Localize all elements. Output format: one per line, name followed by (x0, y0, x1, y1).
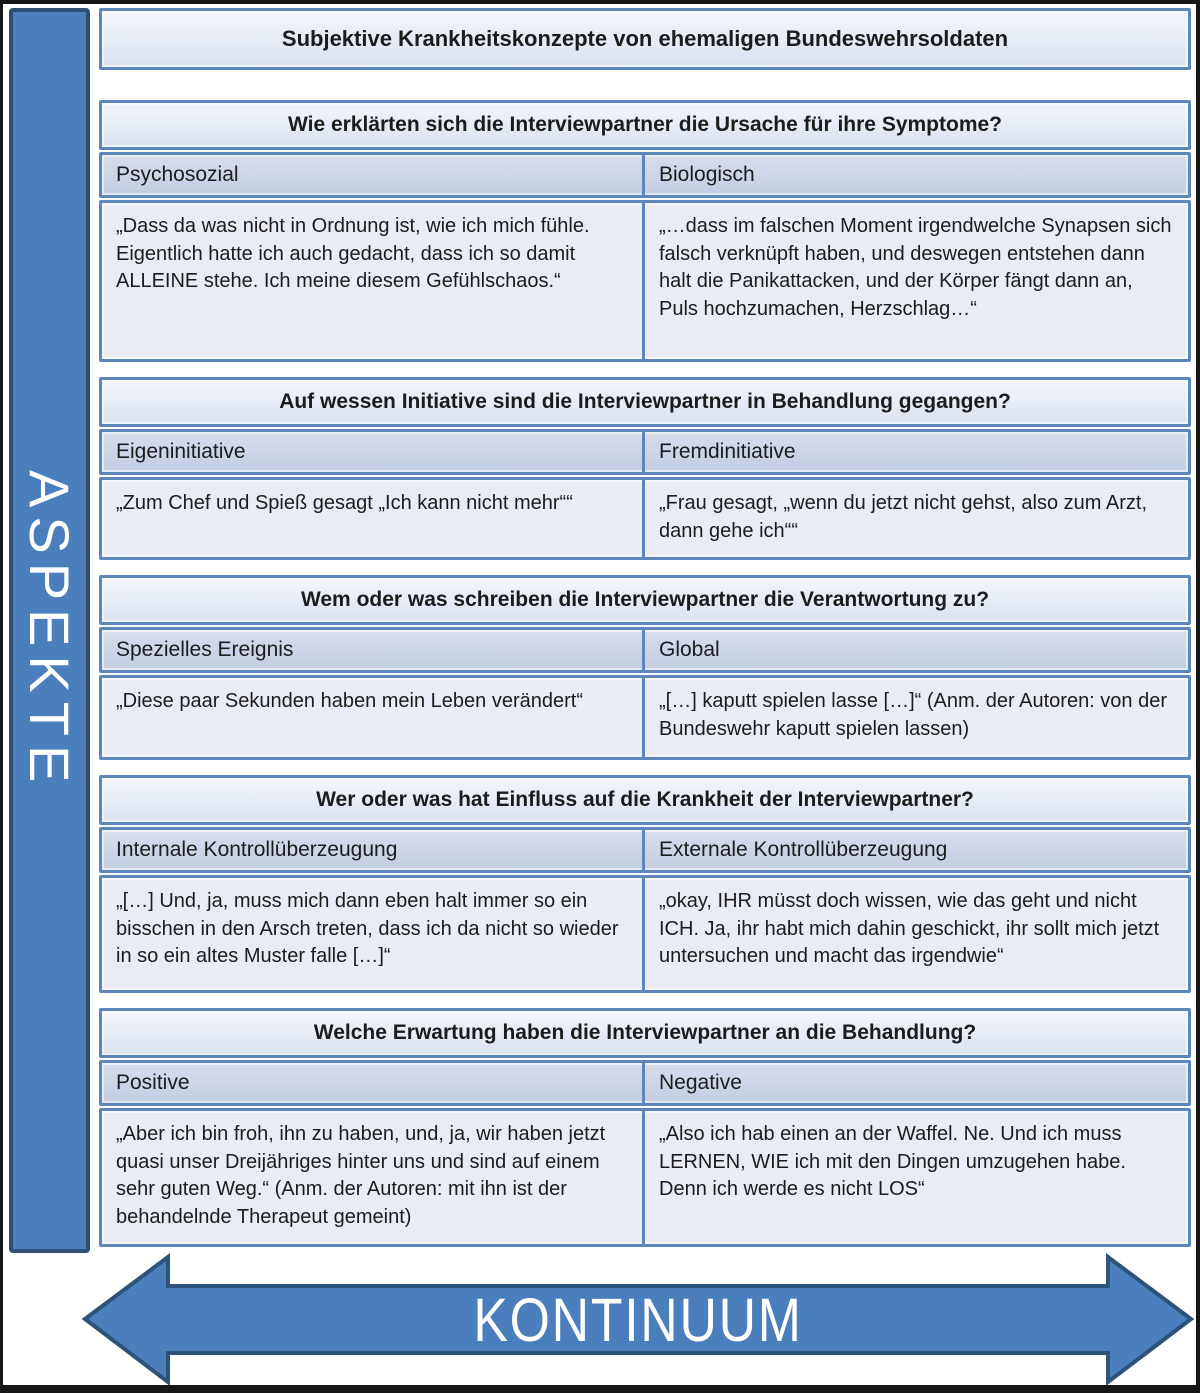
question-text: Welche Erwartung haben die Interviewpartner an die Behandlung? (313, 1021, 977, 1045)
category-label: Positive (116, 1071, 190, 1095)
section-symptom-cause (99, 100, 1191, 362)
question-header (99, 100, 1191, 150)
quote-text: „[…] kaputt spielen lasse […]“ (Anm. der Autoren: von der Bundeswehr kaputt spielen lassen) (659, 690, 1168, 740)
quote-row (99, 675, 1191, 760)
category-cell-right (645, 830, 1188, 870)
question-header (99, 1008, 1191, 1058)
aspekte-axis-label: ASPEKTE (18, 469, 81, 792)
category-cell-right (645, 432, 1188, 472)
category-label: Biologisch (659, 163, 755, 186)
question-text: Auf wessen Initiative sind die Interviewpartner in Behandlung gegangen? (279, 390, 1011, 413)
category-label: Spezielles Ereignis (116, 638, 294, 662)
category-cell-right (645, 1063, 1188, 1103)
category-cell-left (102, 432, 645, 472)
quote-cell-left (102, 1111, 645, 1243)
question-text: Wer oder was hat Einfluss auf die Krankheit der Interviewpartner? (316, 788, 974, 812)
quote-row (99, 875, 1191, 993)
question-header (99, 775, 1191, 825)
category-row (99, 827, 1191, 873)
category-row (99, 1060, 1191, 1106)
aspekte-axis-bar (9, 8, 90, 1253)
quote-cell-left (102, 203, 645, 359)
category-cell-right (645, 155, 1188, 195)
quote-text: „okay, IHR müsst doch wissen, wie das geht und nicht ICH. Ja, ihr habt mich dahin geschickt, ihr sollt mich jetzt untersuchen und macht das irgendwie“ (659, 890, 1160, 968)
quote-cell-right (645, 878, 1188, 990)
category-label: Eigeninitiative (116, 440, 246, 463)
section-illness-influence (99, 775, 1191, 993)
quote-cell-right (645, 1111, 1188, 1243)
category-label: Externale Kontrollüberzeugung (659, 838, 948, 862)
figure-content (99, 8, 1191, 1262)
quote-text: „Zum Chef und Spieß gesagt „Ich kann nicht mehr““ (116, 492, 573, 514)
question-header (99, 377, 1191, 427)
quote-row (99, 477, 1191, 560)
quote-cell-left (102, 480, 645, 557)
question-header (99, 575, 1191, 625)
section-treatment-initiative (99, 377, 1191, 560)
kontinuum-axis-label: KONTINUUM (473, 1285, 803, 1354)
quote-text: „…dass im falschen Moment irgendwelche Synapsen sich falsch verknüpft haben, und deswegen entstehen dann halt die Panikattacken, und der Körper fängt dann an, Puls hochzumachen, Herzschlag…“ (659, 215, 1172, 320)
quote-text: „Frau gesagt, „wenn du jetzt nicht gehst, also zum Arzt, dann gehe ich““ (659, 492, 1148, 542)
category-label: Psychosozial (116, 163, 239, 186)
figure-title: Subjektive Krankheitskonzepte von ehemaligen Bundeswehrsoldaten (281, 26, 1009, 51)
quote-text: „Also ich hab einen an der Waffel. Ne. Und ich muss LERNEN, WIE ich mit den Dingen umzugehen habe. Denn ich werde es nicht LOS“ (659, 1123, 1126, 1201)
quote-cell-left (102, 678, 645, 757)
category-row (99, 429, 1191, 475)
category-label: Negative (659, 1071, 742, 1095)
double-arrow-icon (82, 1253, 1194, 1386)
category-cell-left (102, 1063, 645, 1103)
quote-text: „Aber ich bin froh, ihn zu haben, und, ja, wir haben jetzt quasi unser Dreijähriges hinter uns und sind auf einem sehr guten Weg.“ (Anm. der Autoren: mit ihn ist der behandelnde Therapeut gemeint) (116, 1123, 606, 1228)
quote-text: „Dass da was nicht in Ordnung ist, wie ich mich fühle. Eigentlich hatte ich auch gedacht, dass ich so damit ALLEINE stehe. Ich meine diesem Gefühlschaos.“ (116, 215, 590, 293)
question-text: Wie erklärten sich die Interviewpartner die Ursache für ihre Symptome? (287, 113, 1003, 136)
section-treatment-expectation (99, 1008, 1191, 1246)
category-cell-left (102, 630, 645, 670)
title-box (99, 8, 1191, 70)
quote-cell-right (645, 678, 1188, 757)
section-responsibility (99, 575, 1191, 760)
category-row (99, 627, 1191, 673)
quote-row (99, 1108, 1191, 1246)
question-text: Wem oder was schreiben die Interviewpartner die Verantwortung zu? (300, 588, 990, 612)
category-cell-left (102, 155, 645, 195)
category-cell-right (645, 630, 1188, 670)
category-cell-left (102, 830, 645, 870)
quote-cell-right (645, 480, 1188, 557)
quote-row (99, 200, 1191, 362)
category-label: Internale Kontrollüberzeugung (116, 838, 398, 862)
quote-cell-left (102, 878, 645, 990)
kontinuum-axis-arrow (82, 1253, 1194, 1386)
category-label: Global (659, 638, 720, 662)
quote-text: „[…] Und, ja, muss mich dann eben halt immer so ein bisschen in den Arsch treten, dass ich da nicht so wieder in so ein altes Muster falle […]“ (116, 890, 619, 968)
category-label: Fremdinitiative (659, 440, 796, 463)
category-row (99, 152, 1191, 198)
quote-cell-right (645, 203, 1188, 359)
quote-text: „Diese paar Sekunden haben mein Leben verändert“ (116, 690, 583, 713)
